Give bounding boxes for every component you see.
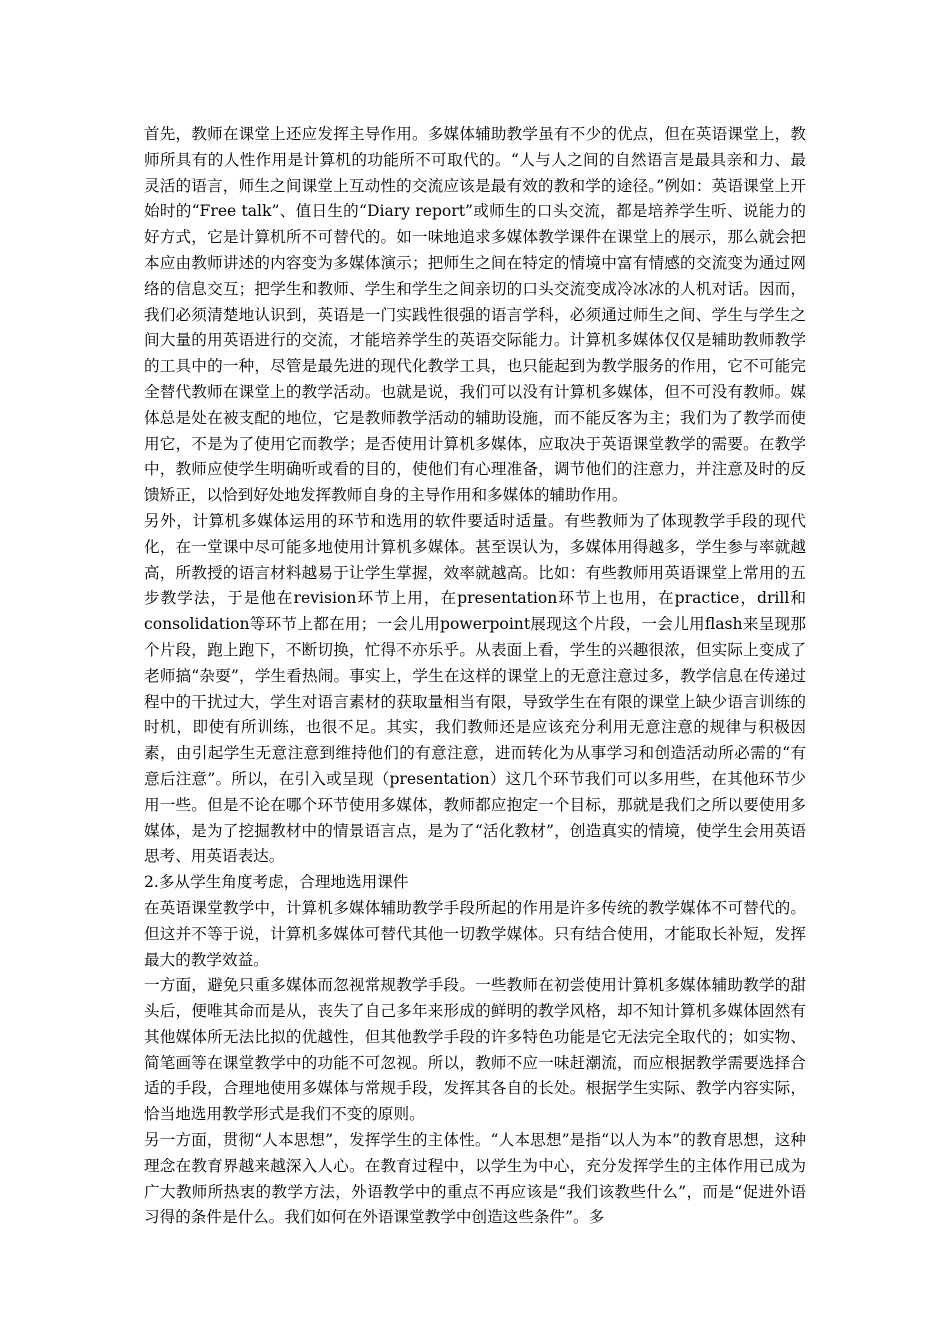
paragraph-student-centered: 另一方面，贯彻“人本思想”，发挥学生的主体性。“人本思想”是指“以人为本”的教育思想，这种理念在教育界越来越深入人心。在教育过程中，以学生为中心，充分发挥学生的主体作用已成为广大教师所热衷的教学方法，外语教学中的重点不再应该是“我们该教些什么”，而是“促进外语习得的条件是什么。我们如何在外语课堂教学中创造这些条件”。多: [144, 1131, 806, 1227]
section-heading: 2.多从学生角度考虑，合理地选用课件: [144, 873, 409, 892]
paragraph-conventional-methods: 一方面，避免只重多媒体而忽视常规教学手段。一些教师在初尝使用计算机多媒体辅助教学的甜头后，便唯其命而是从，丧失了自己多年来形成的鲜明的教学风格，却不知计算机多媒体固然有其他媒体所无法比拟的优越性，但其他教学手段的许多特色功能是它无法完全取代的；如实物、简笔画等在课堂教学中的功能不可忽视。所以，教师不应一味赶潮流，而应根据教学需要选择合适的手段，合理地使用多媒体与常规手段，发挥其各自的长处。根据学生实际、教学内容实际，恰当地选用教学形式是我们不变的原则。: [144, 976, 806, 1124]
document-body: [144, 122, 806, 1231]
paragraph-teacher-role: 首先，教师在课堂上还应发挥主导作用。多媒体辅助教学虽有不少的优点，但在英语课堂上，教师所具有的人性作用是计算机的功能所不可取代的。“人与人之间的自然语言是最具亲和力、最灵活的语言，师生之间课堂上互动性的交流应该是最有效的教和学的途径。”例如：英语课堂上开始时的“Free talk”、值日生的“Diary report”或师生的口头交流，都是培养学生听、说能力的好方式，它是计算机所不可替代的。如一味地追求多媒体教学课件在课堂上的展示，那么就会把本应由教师讲述的内容变为多媒体演示；把师生之间在特定的情境中富有情感的交流变为通过网络的信息交互；把学生和教师、学生和学生之间亲切的口头交流变成冷冰冰的人机对话。因而，我们必须清楚地认识到，英语是一门实践性很强的语言学科，必须通过师生之间、学生与学生之间大量的用英语进行的交流，才能培养学生的英语交际能力。计算机多媒体仅仅是辅助教师教学的工具中的一种，尽管是最先进的现代化教学工具，也只能起到为教学服务的作用，它不可能完全替代教师在课堂上的教学活动。也就是说，我们可以没有计算机多媒体，但不可没有教师。媒体总是处在被支配的地位，它是教师教学活动的辅助设施，而不能反客为主；我们为了教学而使用它，不是为了使用它而教学；是否使用计算机多媒体，应取决于英语课堂教学的需要。在教学中，教师应使学生明确听或看的目的，使他们有心理准备，调节他们的注意力，并注意及时的反馈矫正，以恰到好处地发挥教师自身的主导作用和多媒体的辅助作用。: [144, 125, 806, 505]
paragraph-timing-software: 另外，计算机多媒体运用的环节和选用的软件要适时适量。有些教师为了体现教学手段的现代化，在一堂课中尽可能多地使用计算机多媒体。甚至误认为，多媒体用得越多，学生参与率就越高，所教授的语言材料越易于让学生掌握，效率就越高。比如：有些教师用英语课堂上常用的五步教学法，于是他在revision环节上用，在presentation环节上也用，在practice，drill和consolidation等环节上都在用；一会儿用powerpoint展现这个片段，一会儿用flash来呈现那个片段，跑上跑下，不断切换，忙得不亦乐乎。从表面上看，学生的兴趣很浓，但实际上变成了老师搞“杂耍”，学生看热闹。事实上，学生在这样的课堂上的无意注意过多，教学信息在传递过程中的干扰过大，学生对语言素材的获取量相当有限，导致学生在有限的课堂上缺少语言训练的时机，即使有所训练，也很不足。其实，我们教师还是应该充分利用无意注意的规律与积极因素，由引起学生无意注意到维持他们的有意注意，进而转化为从事学习和创造活动所必需的“有意后注意”。所以，在引入或呈现（presentation）这几个环节我们可以多用些，在其他环节少用一些。但是不论在哪个环节使用多媒体，教师都应抱定一个目标，那就是我们之所以要使用多媒体，是为了挖掘教材中的情景语言点，是为了“活化教材”，创造真实的情境，使学生会用英语思考、用英语表达。: [144, 511, 806, 866]
paragraph-combined-media: 在英语课堂教学中，计算机多媒体辅助教学手段所起的作用是许多传统的教学媒体不可替代的。但这并不等于说，计算机多媒体可替代其他一切教学媒体。只有结合使用，才能取长补短，发挥最大的教学效益。: [144, 898, 806, 969]
